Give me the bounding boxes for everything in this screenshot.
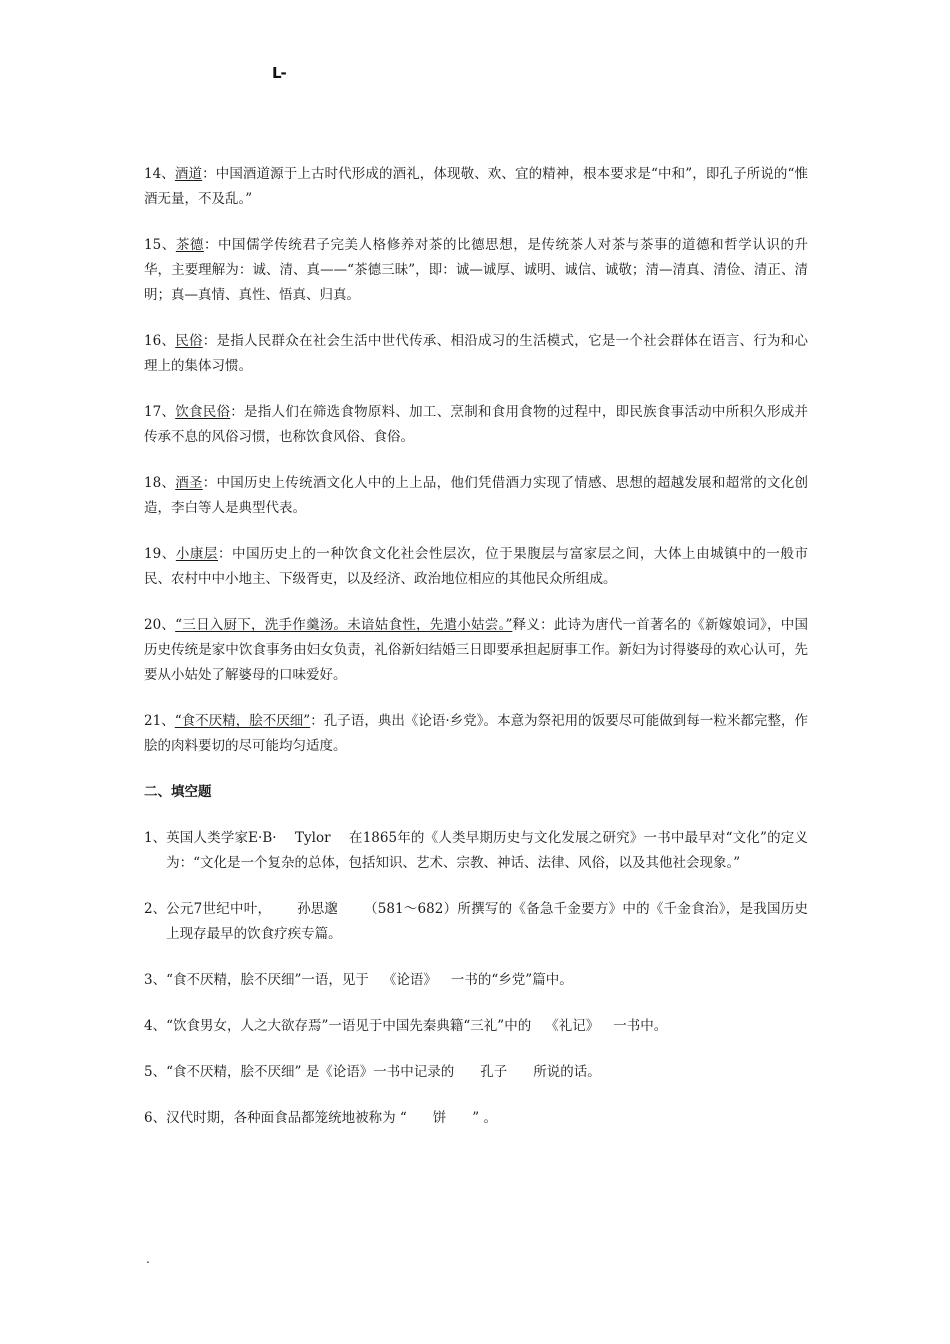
fill-blank-item bbox=[144, 826, 808, 876]
section-title: 二、填空题 bbox=[144, 784, 212, 800]
definition-item bbox=[144, 471, 808, 521]
answer-text: 饼 bbox=[432, 1110, 447, 1126]
definition-term: 民俗 bbox=[175, 333, 203, 349]
item-number: 2、 bbox=[144, 901, 167, 917]
definition-term: 小康层 bbox=[175, 546, 218, 562]
definition-text: ：是指人民群众在社会生活中世代传承、相沿成习的生活模式，它是一个社会群体在语言、行为和心理上的集体习惯。 bbox=[144, 333, 808, 374]
definition-item bbox=[144, 329, 808, 379]
question-text: “饮食男女，人之大欲存焉”一语见于中国先秦典籍“三礼”中的 bbox=[166, 1018, 532, 1034]
answer-text: 《礼记》 bbox=[545, 1018, 600, 1034]
item-number: 18、 bbox=[144, 475, 176, 491]
item-number: 17、 bbox=[144, 404, 176, 420]
answer-text: 《论语》 bbox=[382, 972, 437, 988]
answer-text: Tylor bbox=[295, 830, 331, 846]
definition-text: 释义：此诗为唐代一首著名的《新嫁娘词》，中国历史传统是家中饮食事务由妇女负责，礼俗新妇结婚三日即要承担起厨事工作。新妇为讨得婆母的欢心认可，先要从小姑处了解婆母的口味爱好。 bbox=[144, 617, 808, 683]
answer-text: 孙思邈 bbox=[297, 901, 338, 917]
definition-text: ：中国历史上传统酒文化人中的上上品，他们凭借酒力实现了情感、思想的超越发展和超常的文化创造，李白等人是典型代表。 bbox=[144, 475, 808, 516]
definition-item bbox=[144, 233, 808, 308]
question-text: 一书中。 bbox=[613, 1018, 668, 1034]
fill-blank-item bbox=[144, 897, 808, 947]
definition-term: 酒道 bbox=[174, 166, 203, 182]
definition-term: “三日入厨下，洗手作羹汤。未谙姑食性，先遣小姑尝。” bbox=[175, 617, 513, 633]
question-text: 公元7世纪中叶， bbox=[166, 901, 272, 917]
item-number: 6、 bbox=[144, 1110, 167, 1126]
definition-item bbox=[144, 542, 808, 592]
fill-blank-item bbox=[144, 1106, 808, 1131]
item-number: 14、 bbox=[144, 166, 175, 182]
question-text: 在1865年的《人类早期历史与文化发展之研究》一书中最早对“文化”的定义为：“文化是一个复杂的总体，包括知识、艺术、宗教、神话、法律、风俗，以及其他社会现象。” bbox=[166, 830, 808, 871]
question-text: 所说的话。 bbox=[533, 1064, 601, 1080]
definitions-list bbox=[144, 162, 808, 759]
fill-blank-item bbox=[144, 968, 808, 993]
definition-term: 酒圣 bbox=[175, 475, 203, 491]
item-number: 5、 bbox=[144, 1064, 167, 1080]
item-number: 16、 bbox=[144, 333, 176, 349]
definition-term: 茶德 bbox=[175, 237, 204, 253]
document-content bbox=[144, 162, 808, 1152]
question-text: “食不厌精，脍不厌细” 是《论语》一书中记录的 bbox=[166, 1064, 455, 1080]
item-number: 19、 bbox=[144, 546, 176, 562]
answer-text: 孔子 bbox=[480, 1064, 508, 1080]
item-number: 1、 bbox=[144, 830, 167, 846]
fill-blank-item bbox=[144, 1014, 808, 1039]
question-text: （581～682）所撰写的《备急千金要方》中的《千金食治》，是我国历史上现存最早的饮食疗疾专篇。 bbox=[166, 901, 808, 942]
fill-blank-item bbox=[144, 1060, 808, 1085]
definition-item bbox=[144, 400, 808, 450]
definition-text: ：中国历史上的一种饮食文化社会性层次，位于果腹层与富家层之间，大体上由城镇中的一般市民、农村中中小地主、下级胥吏，以及经济、政治地位相应的其他民众所组成。 bbox=[144, 546, 809, 587]
item-number: 21、 bbox=[144, 713, 175, 729]
item-number: 4、 bbox=[144, 1018, 167, 1034]
fill-blank-list bbox=[144, 826, 808, 1131]
question-text: “食不厌精，脍不厌细”一语，见于 bbox=[166, 972, 369, 988]
definition-item bbox=[144, 613, 808, 688]
question-text: 英国人类学家E·B· bbox=[166, 830, 282, 846]
definition-item bbox=[144, 709, 808, 759]
definition-term: “食不厌精，脍不厌细” bbox=[174, 713, 311, 729]
item-number: 20、 bbox=[144, 617, 176, 633]
item-number: 3、 bbox=[144, 972, 167, 988]
definition-term: 饮食民俗 bbox=[175, 404, 231, 420]
question-text: 一书的“乡党”篇中。 bbox=[450, 972, 573, 988]
header-mark: L- bbox=[272, 64, 286, 82]
definition-text: ：孔子语，典出《论语·乡党》。本意为祭祀用的饭要尽可能做到每一粒米都完整，作脍的肉料要切的尽可能均匀适度。 bbox=[144, 713, 808, 754]
definition-item bbox=[144, 162, 808, 212]
definition-text: ：中国酒道源于上古时代形成的酒礼，体现敬、欢、宜的精神，根本要求是“中和”，即孔子所说的“惟酒无量，不及乱。” bbox=[144, 166, 808, 207]
definition-text: ：是指人们在筛选食物原料、加工、烹制和食用食物的过程中，即民族食事活动中所积久形成并传承不息的风俗习惯，也称饮食风俗、食俗。 bbox=[144, 404, 809, 445]
question-text: 汉代时期，各种面食品都笼统地被称为 “ bbox=[166, 1110, 407, 1126]
question-text: ” 。 bbox=[472, 1110, 497, 1126]
definition-text: ：中国儒学传统君子完美人格修养对茶的比德思想，是传统茶人对茶与茶事的道德和哲学认识的升华，主要理解为：诚、清、真——“茶德三昧”，即：诚—诚厚、诚明、诚信、诚敬；清—清真、清俭、清正、清明；真—真情、真性、悟真、归真。 bbox=[144, 237, 809, 303]
footer-mark: . bbox=[146, 1252, 150, 1266]
item-number: 15、 bbox=[144, 237, 176, 253]
